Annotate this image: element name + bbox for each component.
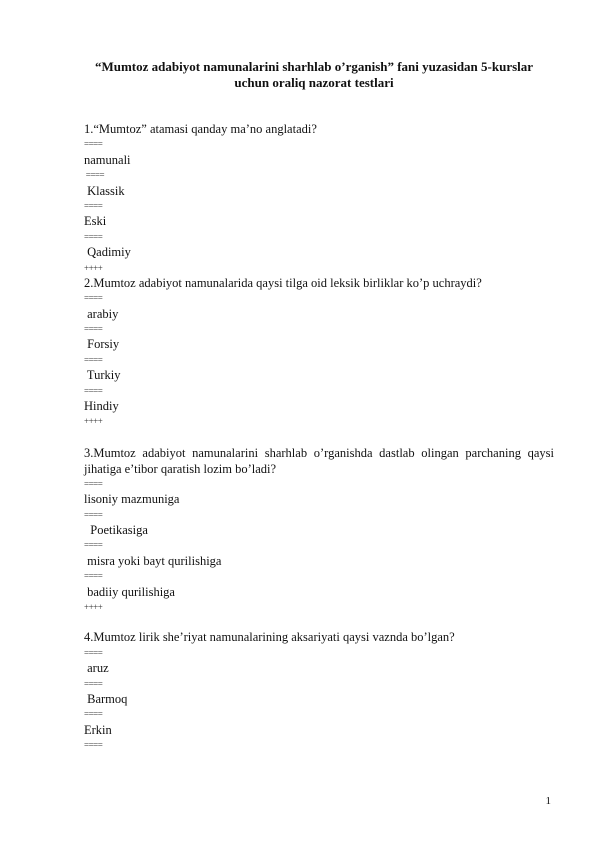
answer-option: Forsiy (84, 337, 120, 352)
question-end-marker: ++++ (84, 416, 103, 427)
separator: ==== (84, 647, 103, 658)
separator: ==== (84, 200, 103, 211)
separator: ==== (84, 231, 103, 242)
answer-option: Turkiy (84, 368, 121, 383)
answer-option: misra yoki bayt qurilishiga (84, 553, 222, 568)
question-1: 1.“Mumtoz” atamasi qanday ma’no anglatadi? (84, 122, 317, 136)
separator: ==== (84, 478, 103, 489)
answer-option: namunali (84, 152, 131, 167)
answer-option: Erkin (84, 722, 112, 737)
test-body (84, 122, 554, 753)
separator: ==== (84, 678, 103, 689)
answer-option: Barmoq (84, 691, 128, 706)
separator: ==== (84, 509, 103, 520)
question-2: 2.Mumtoz adabiyot namunalarida qaysi tilga oid leksik birliklar ko’p uchraydi? (84, 275, 482, 290)
separator: ==== (84, 170, 105, 181)
question-end-marker: ++++ (84, 601, 103, 612)
separator: ==== (84, 571, 103, 582)
answer-option: Hindiy (84, 399, 119, 414)
answer-option: Qadimiy (84, 245, 131, 260)
answer-option: badiiy qurilishiga (84, 584, 175, 599)
answer-option: Klassik (84, 183, 125, 198)
question-4: 4.Mumtoz lirik she’riyat namunalarining aksariyati qaysi vaznda bo’lgan? (84, 630, 455, 645)
question-end-marker: ++++ (84, 262, 103, 273)
separator: ==== (84, 139, 103, 150)
page-number: 1 (545, 795, 551, 807)
answer-option: lisoniy mazmuniga (84, 492, 180, 507)
answer-option: Eski (84, 214, 107, 229)
answer-option: arabiy (84, 306, 119, 321)
spacer (84, 615, 554, 630)
answer-option: Poetikasiga (84, 522, 148, 537)
separator: ==== (84, 385, 103, 396)
separator: ==== (84, 709, 103, 720)
question-3: 3.Mumtoz adabiyot namunalarini sharhlab o’rganishda dastlab olingan parchaning qaysi jihatiga e’tibor qaratish lozim bo’ladi? (84, 445, 554, 476)
answer-option: aruz (84, 661, 109, 676)
separator: ==== (84, 354, 103, 365)
separator: ==== (84, 740, 103, 751)
separator: ==== (84, 540, 103, 551)
spacer (84, 430, 554, 445)
document-title: “Mumtoz adabiyot namunalarini sharhlab o’rganish” fani yuzasidan 5-kurslar uchun oraliq nazorat testlari (94, 59, 534, 90)
separator: ==== (84, 324, 103, 335)
separator: ==== (84, 293, 103, 304)
